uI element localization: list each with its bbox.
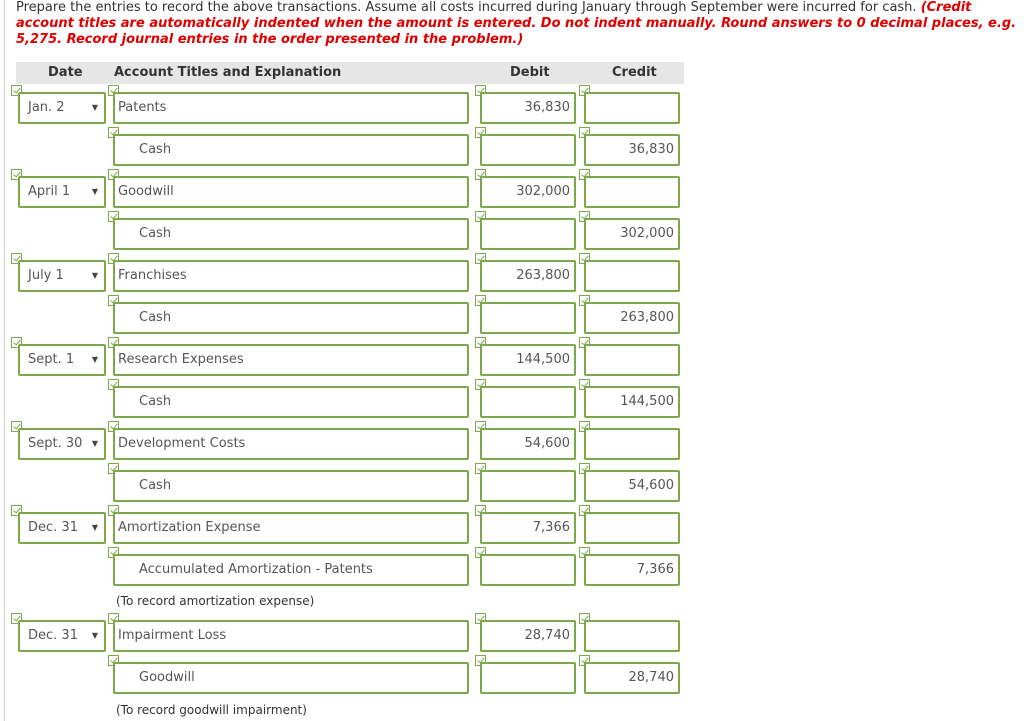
debit-value: 36,830 xyxy=(524,100,570,115)
credit-input[interactable] xyxy=(584,620,680,652)
date-select[interactable] xyxy=(18,512,106,544)
instructions-text: Prepare the entries to record the above transactions. Assume all costs incurred during January through September were incurred for cash. xyxy=(16,0,921,15)
credit-input[interactable] xyxy=(584,662,680,694)
account-title-input[interactable] xyxy=(113,386,469,418)
debit-input[interactable] xyxy=(480,260,576,292)
debit-input[interactable] xyxy=(480,620,576,652)
debit-input[interactable] xyxy=(480,428,576,460)
date-select[interactable] xyxy=(18,176,106,208)
account-title: Cash xyxy=(139,310,172,325)
credit-input[interactable] xyxy=(584,302,680,334)
account-title-input[interactable] xyxy=(113,218,469,250)
date-value: Dec. 31 xyxy=(28,628,78,643)
credit-value: 36,830 xyxy=(628,142,674,157)
credit-input[interactable] xyxy=(584,92,680,124)
date-value: April 1 xyxy=(28,184,71,199)
account-title: Impairment Loss xyxy=(118,628,227,643)
debit-input[interactable] xyxy=(480,218,576,250)
debit-input[interactable] xyxy=(480,470,576,502)
account-title-input[interactable] xyxy=(113,470,469,502)
debit-input[interactable] xyxy=(480,512,576,544)
account-title: Amortization Expense xyxy=(118,520,261,535)
debit-input[interactable] xyxy=(480,344,576,376)
date-value: Sept. 30 xyxy=(28,436,83,451)
date-select[interactable] xyxy=(18,428,106,460)
account-title-input[interactable] xyxy=(113,620,469,652)
credit-input[interactable] xyxy=(584,176,680,208)
credit-value: 7,366 xyxy=(636,562,674,577)
date-value: Dec. 31 xyxy=(28,520,78,535)
account-title-input[interactable] xyxy=(113,302,469,334)
account-title: Cash xyxy=(139,226,172,241)
credit-input[interactable] xyxy=(584,344,680,376)
instructions-note: (Credit account titles are automatically indented when the amount is entered. Do not indent manually. Round answers to 0 decimal places, e.g. 5,275. Record journal entries in the order presented in the problem.) xyxy=(16,0,1017,47)
journal-row xyxy=(0,335,700,375)
account-title: Patents xyxy=(118,100,167,115)
account-title: Development Costs xyxy=(118,436,246,451)
account-title-input[interactable] xyxy=(113,662,469,694)
account-title-input[interactable] xyxy=(113,554,469,586)
journal-row xyxy=(0,545,700,585)
account-title: Cash xyxy=(139,394,172,409)
credit-value: 144,500 xyxy=(620,394,674,409)
journal-row xyxy=(0,125,700,165)
journal-row xyxy=(0,653,700,693)
dropdown-arrow-icon: ▼ xyxy=(91,187,98,196)
dropdown-arrow-icon: ▼ xyxy=(91,523,98,532)
credit-value: 28,740 xyxy=(628,670,674,685)
journal-row xyxy=(0,503,700,543)
credit-value: 54,600 xyxy=(628,478,674,493)
debit-value: 144,500 xyxy=(516,352,570,367)
impairment-note: (To record goodwill impairment) xyxy=(116,703,307,717)
debit-input[interactable] xyxy=(480,176,576,208)
credit-input[interactable] xyxy=(584,218,680,250)
header-date: Date xyxy=(48,65,83,80)
date-value: July 1 xyxy=(28,268,64,283)
account-title: Accumulated Amortization - Patents xyxy=(139,562,373,577)
debit-value: 263,800 xyxy=(516,268,570,283)
date-select[interactable] xyxy=(18,260,106,292)
account-title-input[interactable] xyxy=(113,260,469,292)
debit-value: 302,000 xyxy=(516,184,570,199)
journal-row xyxy=(0,377,700,417)
account-title: Research Expenses xyxy=(118,352,244,367)
account-title: Franchises xyxy=(118,268,187,283)
credit-input[interactable] xyxy=(584,512,680,544)
date-value: Jan. 2 xyxy=(28,100,65,115)
account-title-input[interactable] xyxy=(113,134,469,166)
credit-value: 263,800 xyxy=(620,310,674,325)
account-title-input[interactable] xyxy=(113,512,469,544)
table-header xyxy=(16,62,684,84)
dropdown-arrow-icon: ▼ xyxy=(91,103,98,112)
header-account: Account Titles and Explanation xyxy=(114,65,342,80)
account-title-input[interactable] xyxy=(113,428,469,460)
date-select[interactable] xyxy=(18,344,106,376)
dropdown-arrow-icon: ▼ xyxy=(91,355,98,364)
credit-input[interactable] xyxy=(584,260,680,292)
amortization-note: (To record amortization expense) xyxy=(116,594,315,608)
credit-input[interactable] xyxy=(584,470,680,502)
account-title: Cash xyxy=(139,478,172,493)
account-title: Goodwill xyxy=(139,670,195,685)
account-title-input[interactable] xyxy=(113,92,469,124)
debit-input[interactable] xyxy=(480,134,576,166)
credit-input[interactable] xyxy=(584,134,680,166)
account-title-input[interactable] xyxy=(113,176,469,208)
date-value: Sept. 1 xyxy=(28,352,75,367)
debit-value: 7,366 xyxy=(532,520,570,535)
account-title-input[interactable] xyxy=(113,344,469,376)
journal-row xyxy=(0,611,700,651)
credit-value: 302,000 xyxy=(620,226,674,241)
journal-row xyxy=(0,167,700,207)
debit-input[interactable] xyxy=(480,662,576,694)
debit-input[interactable] xyxy=(480,92,576,124)
dropdown-arrow-icon: ▼ xyxy=(91,271,98,280)
dropdown-arrow-icon: ▼ xyxy=(91,439,98,448)
debit-input[interactable] xyxy=(480,554,576,586)
debit-input[interactable] xyxy=(480,302,576,334)
header-debit: Debit xyxy=(510,65,550,80)
journal-row xyxy=(0,251,700,291)
debit-value: 28,740 xyxy=(524,628,570,643)
account-title: Cash xyxy=(139,142,172,157)
journal-row xyxy=(0,209,700,249)
instructions xyxy=(16,0,1022,48)
account-title: Goodwill xyxy=(118,184,174,199)
debit-value: 54,600 xyxy=(524,436,570,451)
date-select[interactable] xyxy=(18,92,106,124)
date-select[interactable] xyxy=(18,620,106,652)
journal-row xyxy=(0,461,700,501)
journal-row xyxy=(0,419,700,459)
credit-input[interactable] xyxy=(584,386,680,418)
header-credit: Credit xyxy=(612,65,657,80)
journal-row xyxy=(0,293,700,333)
credit-input[interactable] xyxy=(584,428,680,460)
dropdown-arrow-icon: ▼ xyxy=(91,631,98,640)
debit-input[interactable] xyxy=(480,386,576,418)
journal-row xyxy=(0,83,700,123)
credit-input[interactable] xyxy=(584,554,680,586)
